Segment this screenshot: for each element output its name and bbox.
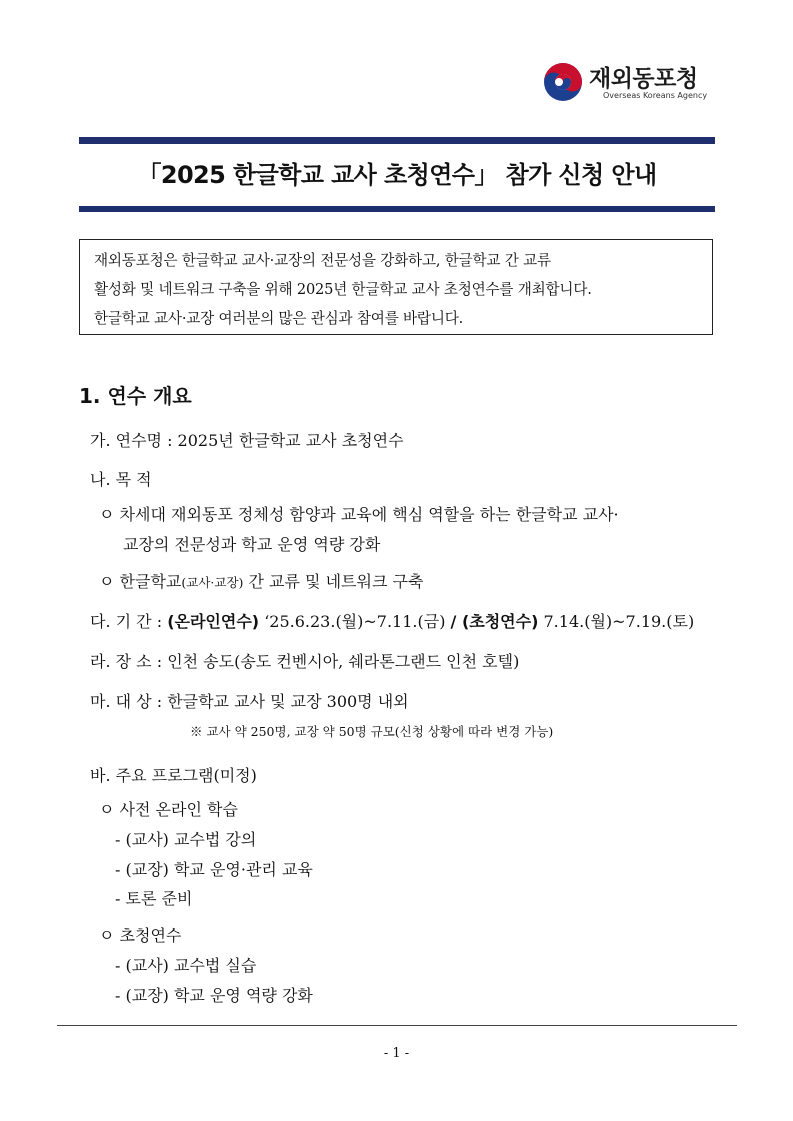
title-rule-top bbox=[79, 137, 715, 144]
program-invite-item: - (교사) 교수법 실습 bbox=[115, 956, 257, 975]
item-venue: 라. 장 소 : 인천 송도(송도 컨벤시아, 쉐라톤그랜드 인천 호텔) bbox=[90, 652, 520, 671]
purpose-bullet-2-text-end: 간 교류 및 네트워크 구축 bbox=[243, 572, 424, 591]
program-online-item: - (교장) 학교 운영·관리 교육 bbox=[115, 860, 313, 879]
period-separator: / bbox=[450, 612, 457, 631]
intro-box bbox=[79, 239, 713, 335]
taegeuk-emblem-icon bbox=[543, 62, 583, 102]
agency-name: 재외동포청 bbox=[589, 66, 698, 92]
period-invite-label: (초청연수) bbox=[456, 612, 539, 631]
purpose-bullet-1: ㅇ 차세대 재외동포 정체성 함양과 교육에 핵심 역할을 하는 한글학교 교사· bbox=[99, 505, 619, 524]
intro-line: 활성화 및 네트워크 구축을 위해 2025년 한글학교 교사 초청연수를 개최합니다. bbox=[94, 281, 592, 298]
purpose-bullet-1-cont: 교장의 전문성과 학교 운영 역량 강화 bbox=[123, 535, 381, 554]
section-heading: 1. 연수 개요 bbox=[79, 384, 192, 408]
purpose-bullet-2-text: ㅇ 한글학교 bbox=[99, 572, 182, 591]
target-note: ※ 교사 약 250명, 교장 약 50명 규모(신청 상황에 따라 변경 가능) bbox=[190, 724, 554, 739]
program-invite: ㅇ 초청연수 bbox=[99, 926, 182, 945]
item-course-name: 가. 연수명 : 2025년 한글학교 교사 초청연수 bbox=[90, 431, 404, 450]
item-period bbox=[90, 609, 694, 632]
period-invite-dates: 7.14.(월)~7.19.(토) bbox=[538, 612, 695, 631]
document-title: 「2025 한글학교 교사 초청연수」 참가 신청 안내 bbox=[137, 161, 657, 189]
intro-line: 재외동포청은 한글학교 교사·교장의 전문성을 강화하고, 한글학교 간 교류 bbox=[94, 252, 551, 269]
period-online-label: (온라인연수) bbox=[167, 612, 260, 631]
title-rule-bottom bbox=[79, 206, 715, 212]
program-online: ㅇ 사전 온라인 학습 bbox=[99, 800, 238, 819]
program-online-item: - 토론 준비 bbox=[115, 889, 193, 908]
agency-subtitle: Overseas Koreans Agency bbox=[603, 91, 708, 100]
program-online-item: - (교사) 교수법 강의 bbox=[115, 830, 257, 849]
purpose-bullet-2 bbox=[99, 569, 423, 592]
item-purpose: 나. 목 적 bbox=[90, 470, 152, 489]
footer-rule bbox=[57, 1025, 737, 1026]
program-invite-item: - (교장) 학교 운영 역량 강화 bbox=[115, 986, 313, 1005]
item-program: 바. 주요 프로그램(미정) bbox=[90, 766, 257, 785]
period-label: 다. 기 간 : bbox=[90, 612, 168, 631]
purpose-bullet-2-note: (교사·교장) bbox=[181, 575, 244, 590]
period-online-dates: ‘25.6.23.(월)~7.11.(금) bbox=[259, 612, 451, 631]
agency-logo bbox=[543, 60, 713, 106]
item-target: 마. 대 상 : 한글학교 교사 및 교장 300명 내외 bbox=[90, 692, 409, 711]
page-number: - 1 - bbox=[383, 1046, 410, 1061]
intro-line: 한글학교 교사·교장 여러분의 많은 관심과 참여를 바랍니다. bbox=[94, 310, 464, 327]
